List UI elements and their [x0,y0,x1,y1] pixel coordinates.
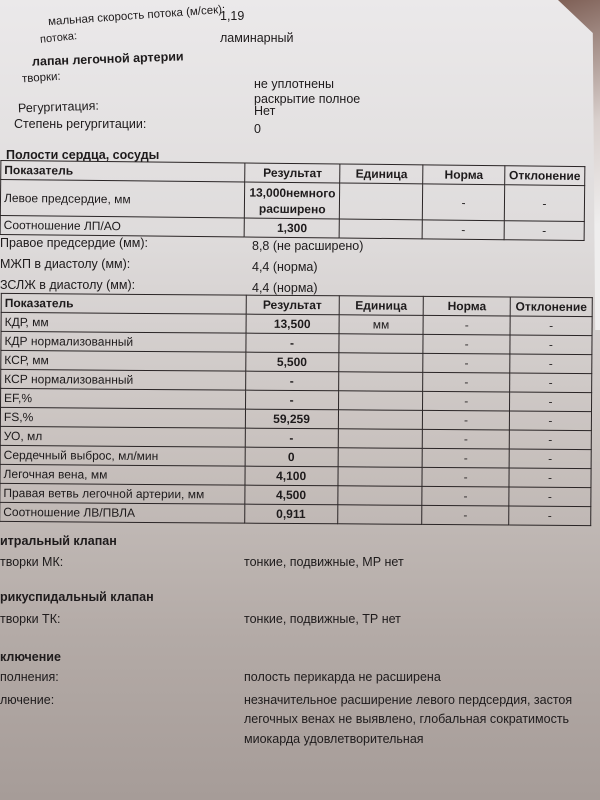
extra-findings-value: полость перикарда не расширена [244,670,441,684]
table-cell: УО, мл [0,426,245,447]
table-cell: - [510,316,592,336]
table-cell: - [509,430,591,450]
table-cell: - [245,371,338,391]
regurgitation-degree-label: Степень регургитации: [14,117,147,131]
mitral-heading: итральный клапан [0,534,117,548]
flow-type-value: ламинарный [220,31,294,45]
regurgitation-degree-value: 0 [254,122,261,136]
measurement-value: 8,8 (не расширено) [252,239,364,253]
table-cell: - [510,335,592,355]
table-cell: - [423,315,510,335]
tricuspid-value: тонкие, подвижные, ТР нет [244,612,401,626]
conclusion-label: лючение: [0,693,55,707]
table-cell: - [246,333,339,353]
max-flow-value: 1,19 [220,9,245,23]
table-cell: EF,% [1,388,246,409]
table-cell: - [509,487,591,507]
column-header: Показатель [1,293,246,314]
column-header: Единица [340,164,423,184]
table-cell: КДР, мм [1,312,246,333]
table-cell: - [509,506,591,526]
table-cell: - [422,220,504,240]
leaflets-value-1: не уплотнены [254,77,334,91]
table-cell: - [510,373,592,393]
column-header: Единица [339,296,424,316]
table-cell: - [423,353,510,373]
tricuspid-label: творки ТК: [0,612,61,626]
table-cell: FS,% [0,407,245,428]
table-row [0,502,591,525]
table-cell [337,505,422,525]
table-cell [338,334,423,354]
column-header: Отклонение [510,297,592,317]
measurement-label: МЖП в диастолу (мм): [0,257,131,271]
regurgitation-value: Нет [254,104,276,118]
table-cell: 5,500 [245,352,338,372]
table-cell [337,486,422,506]
table-cell: мм [339,315,424,335]
conclusion-line-1: незначительное расширение левого пердсердия, застоя [244,693,573,707]
table-cell: 4,500 [245,485,338,505]
table-cell: Соотношение ЛП/АО [0,215,245,237]
max-flow-label: мальная скорость потока (м/сек): [47,3,226,29]
table-cell: 4,100 [245,466,338,486]
table-cell: 13,500 [246,314,339,334]
column-header: Отклонение [505,166,585,186]
table-cell: Соотношение ЛВ/ПВЛА [0,502,245,523]
table-cell: - [423,429,510,449]
conclusion-line-2: легочных венах не выявлено, глобальная сократимость [244,712,570,726]
table-cell: - [423,334,510,354]
extra-findings-label: полнения: [0,670,59,684]
table-cell [338,429,423,449]
table-cell: - [422,467,509,487]
table-cell [340,183,423,220]
leaflets-value-2: раскрытие полное [254,92,361,106]
pulmonary-valve-heading: лапан легочной артерии [31,49,184,69]
table-cell: - [504,221,584,241]
table-cell [338,353,423,373]
table-cell: 0 [245,447,338,467]
table-cell [339,219,422,239]
table-row [0,179,584,221]
table-cell: - [423,184,505,221]
table-cell: - [504,185,584,222]
table-cell [337,467,422,487]
table-cell: Правая ветвь легочной артерии, мм [0,483,245,504]
column-header: Результат [245,163,340,183]
table-cell: 13,000немного расширено [245,182,340,219]
conclusion-heading: ключение [0,650,61,664]
mitral-label: творки МК: [0,555,64,569]
mitral-value: тонкие, подвижные, МР нет [244,555,404,569]
table-cell: - [422,448,509,468]
table-cell: - [423,391,510,411]
table-cell: Легочная вена, мм [0,464,245,485]
table-cell: - [245,390,338,410]
cavities-table-2 [0,293,593,526]
cavities-heading: Полости сердца, сосуды [6,148,160,162]
table-cell: Сердечный выброс, мл/мин [0,445,245,466]
column-header: Показатель [1,160,246,182]
table-cell: 1,300 [244,218,339,238]
table-cell: - [510,354,592,374]
measurement-label: Правое предсердие (мм): [0,236,149,250]
table-cell [338,448,423,468]
table-cell: - [509,449,591,469]
table-cell [338,391,423,411]
column-header: Норма [423,296,510,316]
regurgitation-label: Регургитация: [17,98,100,116]
tricuspid-heading: рикуспидальный клапан [0,590,154,604]
cavities-table-1 [0,160,585,241]
leaflets-label: творки: [21,70,62,86]
flow-type-label: потока: [39,30,78,46]
table-cell: - [245,428,338,448]
conclusion-line-3: миокарда удовлетворительная [244,732,424,746]
table-cell: - [423,372,510,392]
table-cell [338,372,423,392]
column-header: Результат [246,295,339,315]
table-cell: - [509,392,591,412]
measurement-value: 4,4 (норма) [252,260,318,274]
table-cell [338,410,423,430]
table-cell: - [422,505,509,525]
table-cell: - [423,410,510,430]
table-cell: - [509,468,591,488]
table-cell: - [422,486,509,506]
table-cell: Левое предсердие, мм [0,179,245,218]
table-cell: - [509,411,591,431]
measurement-label: ЗСЛЖ в диастолу (мм): [0,278,136,292]
table-cell: КСР, мм [1,350,246,371]
table-cell: КДР нормализованный [1,331,246,352]
measurement-value: 4,4 (норма) [252,281,318,295]
table-cell: 0,911 [244,504,337,524]
table-cell: КСР нормализованный [1,369,246,390]
table-cell: 59,259 [245,409,338,429]
column-header: Норма [423,165,505,185]
